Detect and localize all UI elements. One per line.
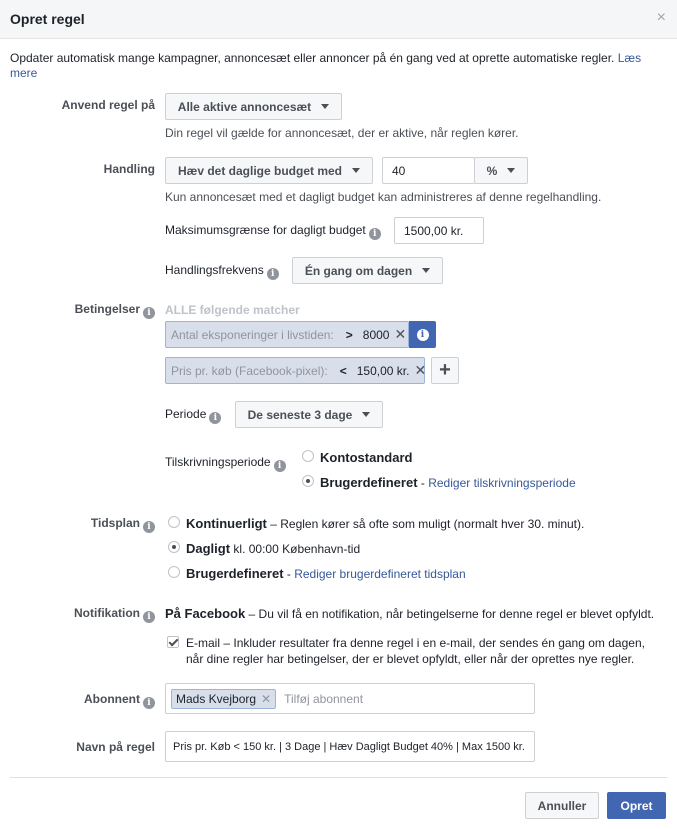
schedule-custom-option[interactable]: Brugerdefineret - Rediger brugerdefineret tidsplan [186,566,466,581]
notification-facebook-desc: Du vil få en notifikation, når betingelserne for denne regel er blevet opfyldt. [258,607,655,621]
rule-name-input[interactable] [165,731,535,762]
condition-value: 150,00 kr. [356,363,410,378]
schedule-daily-label: Dagligt [186,541,231,556]
info-icon[interactable]: i [143,521,155,533]
schedule-continuous-radio[interactable] [168,516,180,528]
rule-name-value: Pris pr. Køb < 150 kr. | 3 Dage | Hæv Dagligt Budget 40% | Max 1500 kr. [173,740,525,753]
period-dropdown-value: De seneste 3 dage [247,407,353,422]
subscriber-label-row [84,692,155,709]
condition-value: 8000 [362,327,390,342]
frequency-dropdown-value: Én gang om dagen [304,263,413,278]
notification-label-row [74,606,155,623]
attribution-label: Tilskrivningsperiode [165,455,271,469]
attribution-default-option[interactable] [320,450,412,465]
schedule-daily-radio[interactable] [168,541,180,553]
action-unit-value: % [486,163,498,178]
apply-label: Anvend regel på [61,98,155,112]
plus-icon: + [439,359,451,381]
email-option[interactable]: E-mail – Inkluder resultater fra denne regel i en e-mail, der sendes én gang om dagen, når dine regler har betingelser, der er blevet opfyldt, eller når der oprettes nye regler. [186,636,645,666]
conditions-label: Betingelser [74,302,140,316]
caret-down-icon [422,268,430,273]
max-budget-label: Maksimumsgrænse for dagligt budget [165,223,366,237]
condition-name: Pris pr. køb (Facebook-pixel): [171,363,328,378]
action-dropdown[interactable] [165,157,373,184]
condition-info-button[interactable] [409,321,436,348]
attribution-default-radio[interactable] [302,450,314,462]
action-dropdown-value: Hæv det daglige budget med [177,163,342,178]
info-icon[interactable]: i [143,611,155,623]
max-budget-input[interactable] [394,217,484,244]
learn-more-link[interactable]: Læs mere [10,51,642,80]
schedule-custom-radio[interactable] [168,566,180,578]
apply-dropdown-value: Alle aktive annoncesæt [177,99,312,114]
remove-icon[interactable]: ✕ [414,362,427,378]
frequency-label: Handlingsfrekvens [165,263,264,277]
condition-token[interactable] [165,357,425,384]
dialog-header [0,0,677,39]
subscriber-placeholder: Tilføj abonnent [284,691,364,706]
subscriber-label: Abonnent [84,692,140,706]
schedule-continuous-label: Kontinuerligt [186,516,267,531]
dialog-title: Opret regel [10,11,85,27]
attribution-label-row [165,455,286,472]
rule-name-label: Navn på regel [76,740,155,754]
caret-down-icon [507,168,515,173]
apply-hint: Din regel vil gælde for annoncesæt, der er aktive, når reglen kører. [165,126,519,140]
max-budget-value: 1500,00 kr. [404,223,464,238]
info-icon[interactable]: i [143,697,155,709]
caret-down-icon [352,168,360,173]
notification-facebook-title: På Facebook [165,606,246,621]
action-amount-input[interactable] [382,157,475,184]
frequency-label-row [165,263,279,280]
attribution-custom-option[interactable]: Brugerdefineret - Rediger tilskrivningsperiode [320,475,576,490]
period-label-row [165,407,221,424]
period-dropdown[interactable] [235,401,383,428]
email-title: E-mail [186,636,221,650]
remove-icon[interactable]: ✕ [261,691,272,706]
apply-dropdown[interactable] [165,93,342,120]
schedule-daily-desc: kl. 00:00 København-tid [233,542,361,556]
action-label: Handling [103,162,155,176]
cancel-button[interactable]: Annuller [525,792,599,819]
info-icon: i [417,329,429,341]
close-icon[interactable]: × [656,9,666,26]
edit-attribution-link[interactable]: Rediger tilskrivningsperiode [428,476,576,490]
info-icon[interactable]: i [209,412,221,424]
caret-down-icon [321,104,329,109]
intro-description: Opdater automatisk mange kampagner, annoncesæt eller annoncer på én gang ved at oprette automatiske regler. [10,51,618,65]
subscriber-token [171,689,276,709]
condition-name: Antal eksponeringer i livstiden: [171,327,334,342]
max-budget-label-row [165,223,381,240]
conditions-label-row [75,302,155,319]
schedule-continuous-option[interactable]: Kontinuerligt – Reglen kører så ofte som muligt (normalt hver 30. minut). [186,516,585,531]
remove-icon[interactable]: ✕ [394,326,407,342]
subscriber-input[interactable] [165,683,535,714]
schedule-label-row [91,516,155,533]
edit-schedule-link[interactable]: Rediger brugerdefineret tidsplan [294,567,466,581]
caret-down-icon [362,412,370,417]
condition-operator: > [345,327,353,342]
footer-divider [10,777,667,778]
condition-token[interactable] [165,321,409,348]
action-hint: Kun annoncesæt med et dagligt budget kan administreres af denne regelhandling. [165,190,602,204]
attribution-custom-label: Brugerdefineret [320,475,418,490]
notification-label: Notifikation [74,606,140,620]
action-amount-value: 40 [392,163,406,178]
info-icon[interactable]: i [143,307,155,319]
email-desc-line1: Inkluder resultater fra denne regel i en e-mail, der sendes én gang om dagen, [233,636,645,650]
period-label: Periode [165,407,207,421]
attribution-default-label: Kontostandard [320,450,413,465]
email-desc-line2: når dine regler har betingelser, der er blevet opfyldt, eller når der oprettes nye regler. [186,652,635,666]
notification-facebook: På Facebook – Du vil få en notifikation, når betingelserne for denne regel er blevet opfyldt. [165,606,655,621]
email-checkbox[interactable] [167,636,179,648]
subscriber-token-label: Mads Kvejborg [176,691,257,706]
schedule-daily-option[interactable] [186,541,360,556]
attribution-custom-radio[interactable] [302,475,314,487]
add-condition-button[interactable] [431,357,459,384]
action-unit-dropdown[interactable] [474,157,528,184]
info-icon[interactable]: i [274,460,286,472]
info-icon[interactable]: i [267,268,279,280]
condition-operator: < [339,363,347,378]
match-label: ALLE følgende matcher [165,303,300,317]
create-button[interactable]: Opret [607,792,666,819]
frequency-dropdown[interactable] [292,257,443,284]
schedule-continuous-desc: Reglen kører så ofte som muligt (normalt hver 30. minut). [280,517,585,531]
schedule-label: Tidsplan [90,516,140,530]
info-icon[interactable]: i [369,228,381,240]
schedule-custom-label: Brugerdefineret [186,566,284,581]
intro-text [10,51,650,81]
